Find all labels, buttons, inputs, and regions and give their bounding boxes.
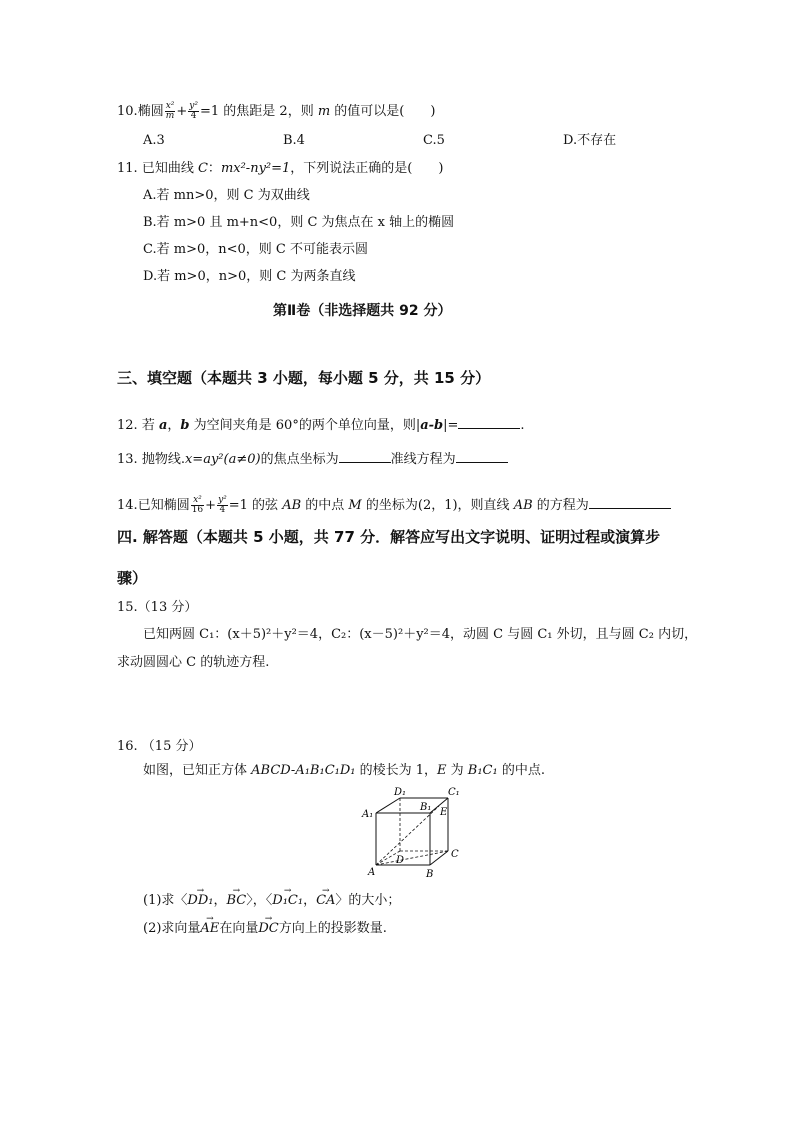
vector-dd1: → DD₁ [187, 892, 213, 910]
q16-heading: 16. （15 分） [117, 739, 202, 754]
vector-bc: → BC [227, 892, 247, 910]
q15-line2: 求动圆圆心 C 的轨迹方程. [117, 655, 270, 670]
q11-option-d: D.若 m>0，n>0，则 C 为两条直线 [143, 269, 356, 284]
q11-option-b: B.若 m>0 且 m+n<0，则 C 为焦点在 x 轴上的椭圆 [143, 215, 455, 230]
q11-option-c: C.若 m>0，n<0，则 C 不可能表示圆 [143, 242, 368, 257]
q10-fraction-x: $\frac{\text{x²}}{m}$ [165, 101, 175, 121]
vector-d1c1: → D₁C₁ [272, 892, 303, 910]
label-c1: C₁ [448, 787, 460, 798]
vector-ae: → AE [200, 920, 219, 938]
q16-line1: 如图，已知正方体 ABCD-A₁B₁C₁D₁ 的棱长为 1，E 为 B₁C₁ 的中点. [143, 763, 545, 778]
q14-fraction-y: $\frac{\text{y²}}{4}$ [218, 495, 227, 515]
q15-line1: 已知两圆 C₁：(x＋5)²＋y²＝4，C₂：(x－5)²＋y²＝4，动圆 C 与圆 C₁ 外切，且与圆 C₂ 内切， [143, 627, 698, 642]
vector-dc: → DC [258, 920, 278, 938]
q10-option-a: A.3 [143, 133, 165, 148]
q11-stem: 11. 已知曲线 C：mx²-ny²=1，下列说法正确的是( ) [117, 161, 444, 176]
label-e: E [440, 807, 448, 818]
label-b: B [426, 869, 434, 880]
section4-title: 四. 解答题（本题共 5 小题，共 77 分．解答应写出文字说明、证明过程或演算步 [117, 528, 661, 546]
q14-stem: 14.已知椭圆 $\frac{\text{x²}}{16}$ + $\frac{\text{y²}}{4}$ =1 的弦 AB 的中点 M 的坐标为(2，1)，则直线 AB 的方程为 [117, 496, 671, 515]
q10-fraction-y: $\frac{\text{y²}}{4}$ [189, 101, 198, 121]
label-d1: D₁ [394, 787, 407, 798]
section3-title: 三、填空题（本题共 3 小题，每小题 5 分，共 15 分） [117, 369, 491, 387]
q10-option-c: C.5 [423, 133, 445, 148]
q11-option-a: A.若 mn>0，则 C 为双曲线 [143, 188, 310, 203]
q16-part1: (1)求〈→ DD₁，→ BC〉，〈→ D₁C₁，→ CA〉的大小； [143, 892, 400, 910]
q10-option-d: D.不存在 [563, 133, 617, 148]
q10-option-b: B.4 [283, 133, 305, 148]
label-a: A [368, 867, 376, 878]
q12-answer-blank[interactable] [458, 416, 520, 429]
q13-stem: 13. 抛物线.x=ay²(a≠0)的焦点坐标为 准线方程为 [117, 450, 508, 469]
cube-figure [360, 785, 470, 880]
label-c: C [451, 849, 459, 860]
label-b1: B₁ [420, 802, 432, 813]
label-a1: A₁ [362, 809, 374, 820]
q13-focus-blank[interactable] [339, 450, 391, 463]
label-d: D [396, 855, 405, 866]
q14-answer-blank[interactable] [589, 496, 671, 509]
q12-stem: 12. 若 a，b 为空间夹角是 60°的两个单位向量，则|a-b|= . [117, 418, 525, 433]
part2-title: 第Ⅱ卷（非选择题共 92 分） [273, 303, 452, 319]
q10-stem: 10.椭圆 $\frac{\text{x²}}{m}$ + $\frac{\text{y²}}{4}$ =1 的焦距是 2，则 m 的值可以是( ) [117, 101, 436, 121]
q16-part2: (2)求向量→ AE在向量→ DC方向上的投影数量. [143, 920, 387, 938]
q15-heading: 15.（13 分） [117, 600, 198, 615]
q13-directrix-blank[interactable] [456, 450, 508, 463]
section4-title-cont: 骤） [117, 569, 148, 587]
q14-fraction-x: $\frac{\text{x²}}{16}$ [191, 495, 204, 515]
vector-ca: → CA [316, 892, 335, 910]
